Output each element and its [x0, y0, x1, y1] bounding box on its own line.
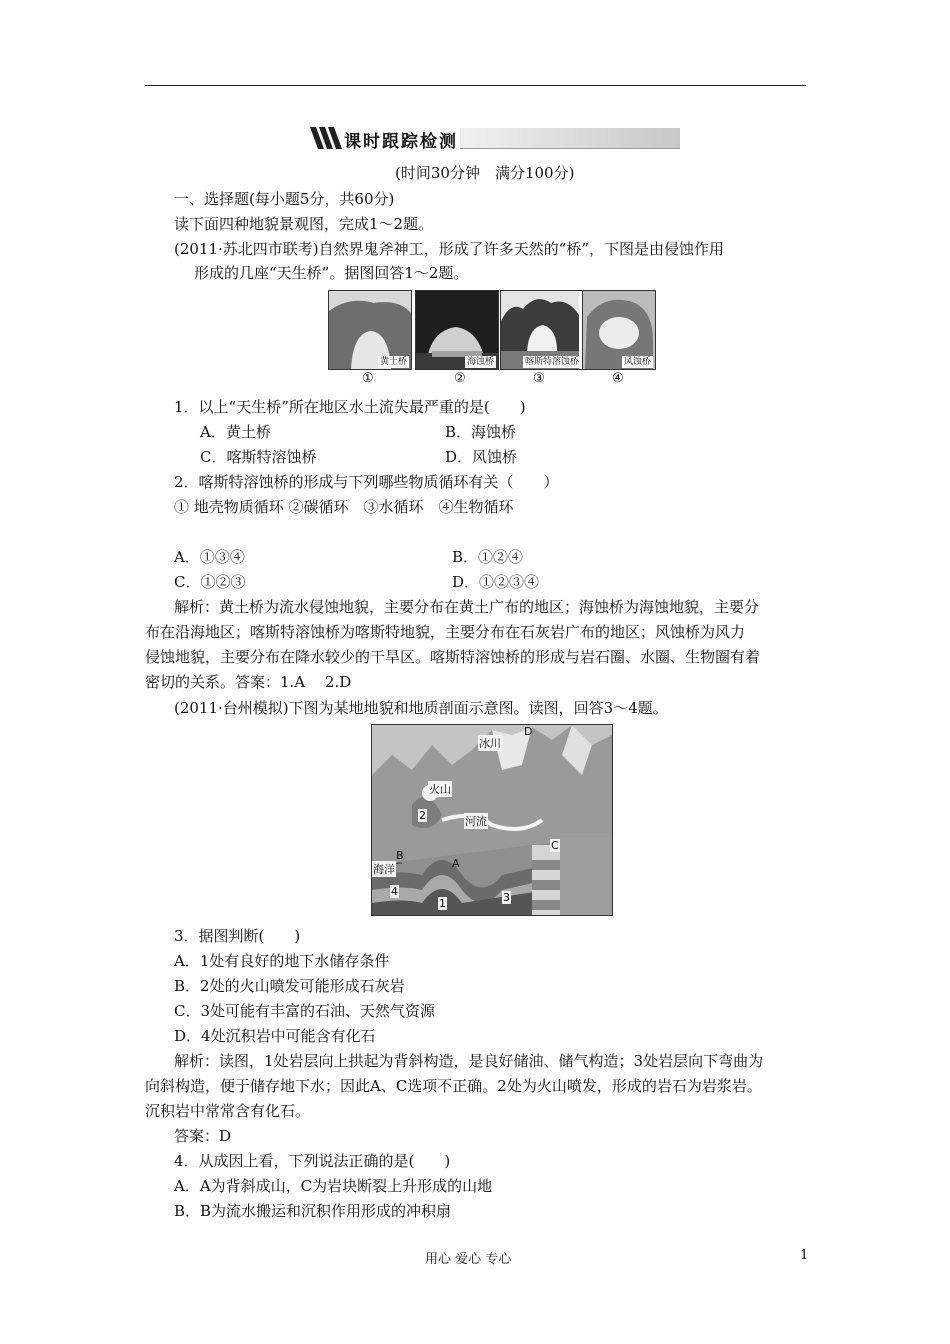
title-band — [460, 128, 680, 149]
q1-option-c: C．喀斯特溶蚀桥 — [200, 448, 317, 466]
q2-option-d: D．①②③④ — [452, 573, 540, 591]
source-1-2-line1: (2011·苏北四市联考)自然界鬼斧神工，形成了许多天然的“桥”，下图是由侵蚀作用 — [174, 240, 724, 258]
q2-items: ① 地壳物质循环 ②碳循环 ③水循环 ④生物循环 — [174, 498, 514, 516]
label-b: B — [396, 849, 404, 862]
photo-caption: 黄土桥 — [379, 357, 407, 367]
label-volcano: 火山 — [429, 783, 451, 796]
photo-caption: 海蚀桥 — [466, 357, 494, 367]
q3-option-a: A．1处有良好的地下水储存条件 — [174, 952, 390, 970]
q1-option-d: D．风蚀桥 — [445, 448, 518, 466]
photo-karst-bridge — [500, 290, 584, 370]
answer-3: 答案：D — [174, 1127, 232, 1145]
label-4: 4 — [391, 885, 398, 898]
footer-motto: 用心 爱心 专心 — [425, 1252, 512, 1267]
q1-option-a: A．黄土桥 — [200, 423, 271, 441]
label-ocean: 海洋 — [373, 863, 395, 876]
photo-caption: 风蚀桥 — [623, 357, 651, 367]
source-1-2-line2: 形成的几座“天生桥”。据图回答1～2题。 — [194, 264, 469, 282]
stripes-icon — [310, 127, 342, 149]
photo-loess-bridge — [328, 290, 412, 370]
section-title: 课时跟踪检测 — [344, 132, 458, 152]
part1-heading: 一、选择题(每小题5分，共60分) — [174, 190, 395, 208]
analysis-3-line: 沉积岩中常常含有化石。 — [145, 1102, 311, 1120]
intro-1-2: 读下面四种地貌景观图，完成1～2题。 — [174, 215, 434, 233]
photo-number-3: ③ — [533, 371, 545, 386]
photo-sea-arch — [415, 290, 499, 370]
q4-stem: 4．从成因上看，下列说法正确的是( ) — [174, 1152, 451, 1170]
label-1: 1 — [439, 897, 446, 910]
photo-wind-arch — [582, 290, 656, 370]
analysis-1-2-line: 解析：黄土桥为流水侵蚀地貌，主要分布在黄土广布的地区；海蚀桥为海蚀地貌，主要分 — [174, 598, 760, 616]
q2-option-c: C．①②③ — [174, 573, 246, 591]
label-2: 2 — [419, 809, 426, 822]
label-river: 河流 — [465, 815, 487, 828]
header-rule — [145, 85, 806, 86]
q4-option-a: A．A为背斜成山，C为岩块断裂上升形成的山地 — [174, 1177, 493, 1195]
label-glacier: 冰川 — [479, 737, 501, 750]
analysis-1-2-line: 侵蚀地貌，主要分布在降水较少的干旱区。喀斯特溶蚀桥的形成与岩石圈、水圈、生物圈有着 — [145, 648, 761, 666]
label-3: 3 — [503, 891, 510, 904]
label-c: C — [551, 839, 559, 852]
label-d: D — [524, 725, 533, 738]
q4-option-b: B．B为流水搬运和沉积作用形成的冲积扇 — [174, 1202, 452, 1220]
analysis-3-line: 解析：读图，1处岩层向上拱起为背斜构造，是良好储油、储气构造；3处岩层向下弯曲为 — [174, 1052, 764, 1070]
analysis-1-2-line: 布在沿海地区；喀斯特溶蚀桥为喀斯特地貌，主要分布在石灰岩广布的地区；风蚀桥为风力 — [145, 623, 746, 641]
q3-stem: 3．据图判断( ) — [174, 927, 301, 945]
source-3-4: (2011·台州模拟)下图为某地地貌和地质剖面示意图。读图，回答3～4题。 — [174, 699, 668, 717]
q3-option-b: B．2处的火山喷发可能形成石灰岩 — [174, 977, 405, 995]
q3-option-d: D．4处沉积岩中可能含有化石 — [174, 1027, 376, 1045]
q1-option-b: B．海蚀桥 — [445, 423, 517, 441]
q1-stem: 1．以上“天生桥”所在地区水土流失最严重的是( ) — [174, 398, 526, 416]
q2-stem: 2．喀斯特溶蚀桥的形成与下列哪些物质循环有关（ ） — [174, 473, 559, 491]
photo-number-4: ④ — [612, 371, 624, 386]
q2-option-a: A．①③④ — [174, 548, 245, 566]
label-a: A — [452, 857, 460, 870]
analysis-1-2-line: 密切的关系。答案：1.A 2.D — [145, 673, 352, 691]
photo-number-2: ② — [454, 371, 466, 386]
page-number: 1 — [800, 1248, 809, 1263]
photo-caption: 喀斯特溶蚀桥 — [524, 357, 579, 367]
analysis-3-line: 向斜构造，便于储存地下水；因此A、C选项不正确。2处为火山喷发，形成的岩石为岩浆岩。 — [145, 1077, 762, 1095]
q2-option-b: B．①②④ — [452, 548, 524, 566]
time-info: (时间30分钟 满分100分) — [395, 164, 575, 182]
section-title-banner — [310, 127, 680, 152]
photo-number-1: ① — [362, 371, 374, 386]
geology-diagram — [371, 724, 613, 916]
q3-option-c: C．3处可能有丰富的石油、天然气资源 — [174, 1002, 436, 1020]
